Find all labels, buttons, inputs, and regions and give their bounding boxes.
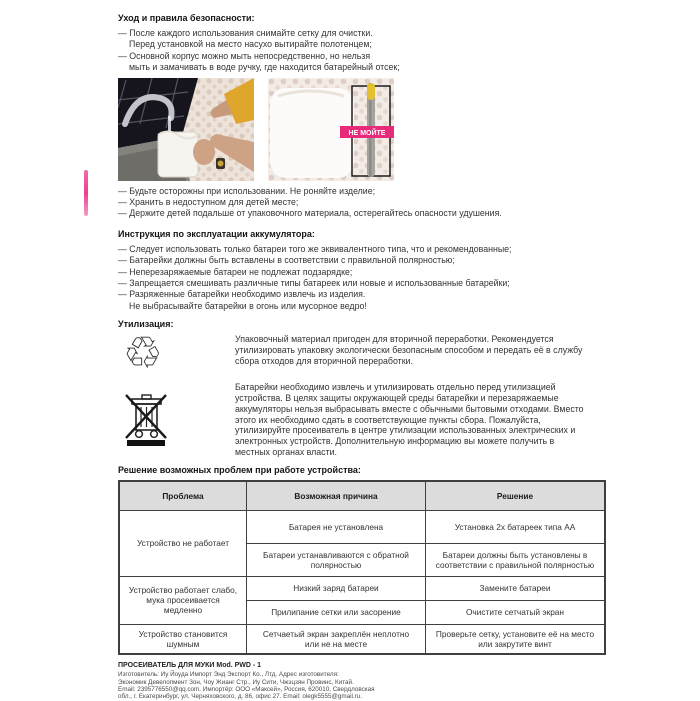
bullet-line: — Батарейки должны быть вставлены в соответствии с правильной полярностью; bbox=[118, 255, 455, 266]
bullet-line: — Следует использовать только батареи того же эквивалентного типа, что и рекомендованные; bbox=[118, 243, 512, 254]
bullet-line: — После каждого использования снимайте сетку для очистки. bbox=[118, 28, 373, 38]
footer bbox=[118, 662, 418, 701]
footer-line: Email: 2395776550@qq.com. Импортёр: ООО «Максей», Россия, 620010, Свердловская bbox=[118, 685, 375, 693]
battery-disposal-paragraph: Батарейки необходимо извлечь и утилизировать отдельно перед утилизацией устройства. В целях защиты окружающей среды батарейки и перезаряжаемые аккумуляторы нельзя выбрасывать вместе с обычными бытовыми отходами. Вместо этого их необходимо сдать в соответствующие пункты сбора. Пожалуйста, утилизируйте просеиватель в центре утилизации использованных электрических и электронных устройств. Дополнительную информацию вы можете получить в местных органах власти. bbox=[235, 382, 584, 458]
photo-washing-sink bbox=[118, 78, 254, 181]
solution-cell: Проверьте сетку, установите её на место или закрутите винт bbox=[426, 624, 606, 654]
bullet-line: — Запрещается смешивать различные типы батареек или новые и использованные батарейки; bbox=[118, 278, 510, 289]
section-care bbox=[118, 13, 590, 220]
photos-row bbox=[118, 78, 590, 181]
section-battery bbox=[118, 229, 590, 312]
section-recycling bbox=[118, 319, 590, 458]
page-edge-artifact bbox=[84, 170, 88, 216]
care-bullets-bottom bbox=[118, 186, 590, 220]
column-header-problem: Проблема bbox=[119, 481, 247, 511]
table-row bbox=[119, 576, 605, 600]
troubleshooting-table bbox=[118, 480, 606, 655]
bullet-line: Не выбрасывайте батарейки в огонь или мусорное ведро! bbox=[129, 300, 367, 311]
solution-cell: Замените батареи bbox=[426, 576, 606, 600]
table-row bbox=[119, 624, 605, 654]
photo-handle-no-wash bbox=[268, 78, 394, 181]
footer-line: Экономик Девелопмент Зон, Чоу Жианг Стр., Иу Сити, Чжэцзян Провинс, Китай. bbox=[118, 678, 354, 686]
care-bullets-top bbox=[118, 28, 590, 74]
bullet-line: Перед установкой на место насухо вытирайте полотенцем; bbox=[129, 39, 372, 50]
column-header-cause: Возможная причина bbox=[247, 481, 426, 511]
column-header-solution: Решение bbox=[426, 481, 606, 511]
problem-cell: Устройство работает слабо, мука просеивается медленно bbox=[119, 576, 247, 624]
table-header-row bbox=[119, 481, 605, 511]
bullet-line: — Разряженные батарейки необходимо извлечь из изделия. bbox=[118, 289, 366, 300]
packaging-recycling-row bbox=[118, 328, 590, 380]
packaging-paragraph: Упаковочный материал пригоден для вторичной переработки. Рекомендуется утилизировать упаковку экологически безопасным способом и передать её в службу сбора отходов для вторичной переработки. bbox=[235, 334, 583, 366]
handle-yellow-tip bbox=[367, 83, 375, 100]
solution-cell: Батареи должны быть установлены в соответствии с правильной полярностью bbox=[426, 543, 606, 576]
battery-heading: Инструкция по эксплуатации аккумулятора: bbox=[118, 228, 315, 239]
recycling-heading: Утилизация: bbox=[118, 319, 174, 330]
cause-cell: Низкий заряд батареи bbox=[247, 576, 426, 600]
problem-cell: Устройство не работает bbox=[119, 510, 247, 576]
troubleshooting-heading: Решение возможных проблем при работе устройства: bbox=[118, 464, 361, 475]
care-heading: Уход и правила безопасности: bbox=[118, 13, 255, 23]
manual-page bbox=[118, 13, 595, 701]
table-row bbox=[119, 510, 605, 543]
bullet-line: — Будьте осторожны при использовании. Не роняйте изделие; bbox=[118, 185, 376, 196]
problem-cell: Устройство становится шумным bbox=[119, 624, 247, 654]
solution-cell: Установка 2х батареек типа АА bbox=[426, 510, 606, 543]
bullet-line: — Основной корпус можно мыть непосредственно, но нельзя bbox=[118, 50, 371, 61]
footer-line: Изготовитель: Иу Йоуда Импорт Энд Экспорт Ко., Лтд. Адрес изготовителя: bbox=[118, 671, 339, 679]
bullet-line: — Неперезаряжаемые батареи не подлежат подзарядке; bbox=[118, 266, 353, 277]
bullet-line: мыть и замачивать в воде ручку, где находится батарейный отсек; bbox=[129, 62, 400, 73]
cause-cell: Батареи устанавливаются с обратной полярностью bbox=[247, 543, 426, 576]
cause-cell: Сетчаетый экран закреплён неплотно или не на месте bbox=[247, 624, 426, 654]
footer-line: обл., г. Екатеринбург, ул. Черняховского, д. 86, офис 27. Email: olegk5555@gmail.ru. bbox=[118, 693, 363, 701]
bullet-line: — Хранить в недоступном для детей месте; bbox=[118, 197, 299, 208]
cause-cell: Батарея не установлена bbox=[247, 510, 426, 543]
footer-product-title: ПРОСЕИВАТЕЛЬ ДЛЯ МУКИ Mod. PWD - 1 bbox=[118, 661, 262, 669]
solution-cell: Очистите сетчатый экран bbox=[426, 600, 606, 624]
weee-bin-icon bbox=[123, 382, 169, 446]
battery-disposal-row bbox=[118, 382, 590, 458]
no-wash-label: НЕ МОЙТЕ bbox=[348, 129, 386, 137]
bullet-line: — Держите детей подальше от упаковочного материала, остерегайтесь опасности удушения. bbox=[118, 208, 502, 219]
recycle-icon: ♲ bbox=[123, 328, 163, 380]
cause-cell: Прилипание сетки или засорение bbox=[247, 600, 426, 624]
section-troubleshooting bbox=[118, 464, 595, 655]
